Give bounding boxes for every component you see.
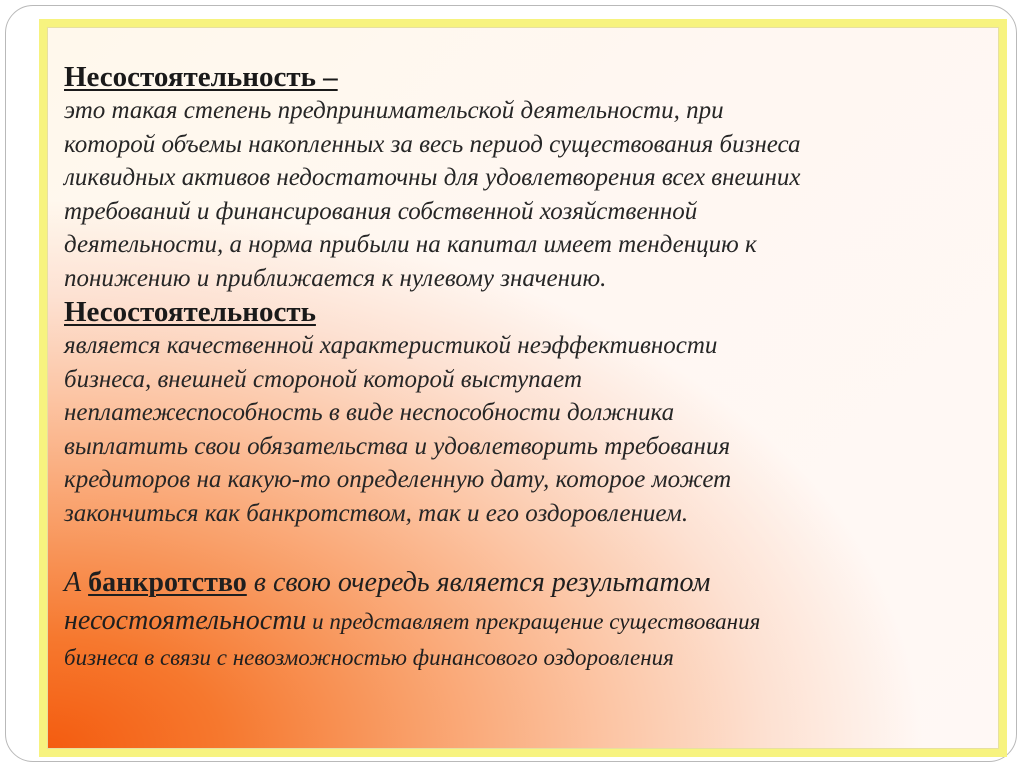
definition-2-line: закончиться как банкротством, так и его оздоровлением. xyxy=(64,499,689,527)
slide xyxy=(5,5,1017,762)
conclusion-line-3: бизнеса в связи с невозможностью финансового оздоровления xyxy=(64,645,674,670)
conclusion-line-2 xyxy=(64,602,989,641)
definition-2-line: неплатежеспособность в виде неспособности должника xyxy=(64,399,675,426)
definition-2-line: является качественной характеристикой неэффективности xyxy=(64,332,718,359)
definition-1-line: ликвидных активов недостаточны для удовлетворения всех внешних xyxy=(64,164,801,191)
definition-2-line: выплатить свои обязательства и удовлетворить требования xyxy=(64,432,731,460)
definition-2-term: Несостоятельность xyxy=(64,296,316,328)
conclusion-line-2-rest: и представляет прекращение существования xyxy=(306,609,761,634)
definition-1-line: понижению и приближается к нулевому значению. xyxy=(64,264,607,292)
definition-1-line: деятельности, а норма прибыли на капитал имеет тенденцию к xyxy=(64,231,757,258)
definition-1-term: Несостоятельность – xyxy=(64,61,338,93)
slide-content xyxy=(64,60,989,674)
conclusion-line-1 xyxy=(64,564,989,602)
bankruptcy-keyword: банкротство xyxy=(88,567,247,598)
conclusion-prefix: А xyxy=(64,567,89,598)
definition-1-line: это такая степень предпринимательской деятельности, при xyxy=(64,97,724,124)
definition-1-line: требований и финансирования собственной хозяйственной xyxy=(64,197,698,225)
definition-1-line: которой объемы накопленных за весь период существования бизнеса xyxy=(64,130,801,158)
definition-2-line: бизнеса, внешней стороной которой выступает xyxy=(64,365,582,393)
content-frame xyxy=(39,19,1007,757)
definition-2-line: кредиторов на какую-то определенную дату, которое может xyxy=(64,466,732,493)
insolvency-word: несостоятельности xyxy=(64,605,307,636)
spacer xyxy=(64,530,989,564)
conclusion-middle: в свою очередь является результатом xyxy=(246,567,711,598)
